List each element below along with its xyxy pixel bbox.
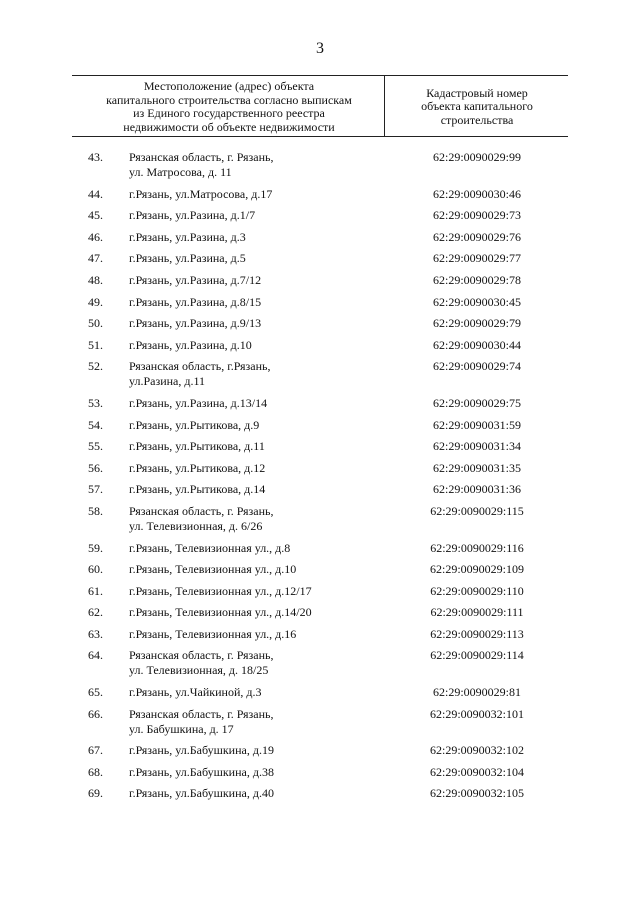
address-line: ул. Матросова, д. 11 xyxy=(129,165,232,179)
row-address xyxy=(129,150,379,180)
row-address xyxy=(129,187,379,202)
row-number: 53. xyxy=(88,395,103,410)
table-row xyxy=(0,208,640,230)
address-line: ул. Бабушкина, д. 17 xyxy=(129,721,234,736)
cadastral-header-line: строительства xyxy=(440,112,514,127)
row-address xyxy=(129,707,379,737)
cadastral-header-line: Кадастровый номер xyxy=(426,85,528,100)
row-address xyxy=(129,482,379,497)
row-cadastral-number: 62:29:0090031:36 xyxy=(432,482,521,497)
address-header-line: из Единого государственного реестра xyxy=(133,106,325,120)
table-row xyxy=(0,461,640,483)
row-number: 67. xyxy=(88,743,103,758)
row-number: 64. xyxy=(88,648,103,663)
table-row xyxy=(0,439,640,461)
address-line: г.Рязань, ул.Разина, д.7/12 xyxy=(129,272,262,287)
row-cadastral-number: 62:29:0090029:111 xyxy=(430,605,524,620)
table-row xyxy=(0,627,640,649)
address-line: г.Рязань, ул.Разина, д.1/7 xyxy=(129,208,256,223)
row-address xyxy=(129,743,379,758)
address-line: г.Рязань, ул.Рытикова, д.14 xyxy=(129,482,266,497)
row-number: 58. xyxy=(88,503,103,518)
row-cadastral-number: 62:29:0090030:46 xyxy=(432,186,521,201)
row-address xyxy=(129,418,379,433)
row-number: 44. xyxy=(88,186,103,201)
row-number: 63. xyxy=(88,626,103,641)
table-row xyxy=(0,338,640,360)
address-line: ул. Телевизионная, д. 6/26 xyxy=(129,518,263,533)
row-number: 50. xyxy=(88,316,103,331)
address-line: г.Рязань, ул.Бабушкина, д.19 xyxy=(129,743,274,758)
row-address xyxy=(129,251,379,266)
row-cadastral-number: 62:29:0090029:79 xyxy=(432,316,521,331)
row-number: 55. xyxy=(88,439,103,454)
row-cadastral-number: 62:29:0090029:110 xyxy=(430,583,524,598)
address-line: Рязанская область, г. Рязань, xyxy=(129,648,274,663)
row-address xyxy=(129,230,379,245)
row-number: 46. xyxy=(88,229,103,244)
row-cadastral-number: 62:29:0090029:99 xyxy=(432,150,521,164)
address-line: ул.Разина, д.11 xyxy=(129,374,206,389)
table-row xyxy=(0,707,640,744)
row-number: 45. xyxy=(88,208,103,223)
table-row xyxy=(0,295,640,317)
row-address xyxy=(129,439,379,454)
row-number: 59. xyxy=(88,540,103,555)
address-line: ул. Телевизионная, д. 18/25 xyxy=(129,663,269,678)
row-address xyxy=(129,765,379,780)
row-cadastral-number: 62:29:0090032:104 xyxy=(429,764,524,779)
row-address xyxy=(129,273,379,288)
table-row xyxy=(0,562,640,584)
row-address xyxy=(129,541,379,556)
row-number: 54. xyxy=(88,417,103,432)
table-row xyxy=(0,541,640,563)
row-number: 47. xyxy=(88,251,103,266)
row-number: 68. xyxy=(88,764,103,779)
table-row xyxy=(0,251,640,273)
row-cadastral-number: 62:29:0090029:116 xyxy=(430,540,524,555)
table-row xyxy=(0,230,640,252)
table-row xyxy=(0,504,640,541)
row-cadastral-number: 62:29:0090029:114 xyxy=(430,648,524,663)
table-body xyxy=(0,150,640,808)
table-row xyxy=(0,584,640,606)
address-header-line: недвижимости об объекте недвижимости xyxy=(123,119,335,134)
row-cadastral-number: 62:29:0090030:45 xyxy=(432,294,521,309)
row-address xyxy=(129,208,379,223)
address-line: Рязанская область, г. Рязань, xyxy=(129,503,274,518)
page-number: 3 xyxy=(316,40,324,57)
row-number: 52. xyxy=(88,359,103,374)
table-header-top-rule xyxy=(72,75,568,76)
address-line: Рязанская область, г. Рязань, xyxy=(129,706,274,721)
row-address xyxy=(129,504,379,534)
row-address xyxy=(129,461,379,476)
address-line: г.Рязань, Телевизионная ул., д.10 xyxy=(129,562,297,577)
row-address xyxy=(129,648,379,678)
row-cadastral-number: 62:29:0090029:109 xyxy=(429,562,524,577)
row-number: 62. xyxy=(88,605,103,620)
address-line: г.Рязань, ул.Бабушкина, д.40 xyxy=(129,786,274,801)
row-address xyxy=(129,359,379,389)
table-row xyxy=(0,359,640,396)
table-row xyxy=(0,765,640,787)
row-address xyxy=(129,562,379,577)
address-line: г.Рязань, Телевизионная ул., д.16 xyxy=(129,626,297,641)
address-line: г.Рязань, ул.Рытикова, д.9 xyxy=(129,417,260,432)
row-cadastral-number: 62:29:0090031:34 xyxy=(432,439,521,454)
row-address xyxy=(129,786,379,801)
row-address xyxy=(129,584,379,599)
address-line: г.Рязань, ул.Рытикова, д.12 xyxy=(129,460,266,475)
address-header-line: капитального строительства согласно выпискам xyxy=(106,92,352,107)
cadastral-header-line: объекта капитального xyxy=(421,99,533,114)
row-number: 49. xyxy=(88,294,103,309)
row-cadastral-number: 62:29:0090031:35 xyxy=(432,460,521,475)
table-row xyxy=(0,685,640,707)
address-line: г.Рязань, ул.Разина, д.10 xyxy=(129,337,252,352)
row-cadastral-number: 62:29:0090029:78 xyxy=(432,272,521,287)
row-cadastral-number: 62:29:0090029:75 xyxy=(432,395,521,410)
row-address xyxy=(129,295,379,310)
address-line: г.Рязань, ул.Рытикова, д.11 xyxy=(129,439,265,454)
row-cadastral-number: 62:29:0090032:102 xyxy=(429,743,524,758)
row-number: 51. xyxy=(88,337,103,352)
table-row xyxy=(0,150,640,187)
row-address xyxy=(129,396,379,411)
address-line: г.Рязань, Телевизионная ул., д.14/20 xyxy=(129,605,312,620)
row-cadastral-number: 62:29:0090029:81 xyxy=(432,685,521,700)
row-cadastral-number: 62:29:0090029:77 xyxy=(432,251,521,266)
address-line: Рязанская область, г.Рязань, xyxy=(129,359,271,374)
row-cadastral-number: 62:29:0090031:59 xyxy=(432,417,521,432)
address-line: г.Рязань, ул.Разина, д.8/15 xyxy=(129,294,262,309)
row-address xyxy=(129,627,379,642)
address-line: г.Рязань, Телевизионная ул., д.8 xyxy=(129,540,291,555)
address-line: г.Рязань, Телевизионная ул., д.12/17 xyxy=(129,583,312,598)
row-address xyxy=(129,605,379,620)
row-number: 43. xyxy=(88,150,103,164)
row-number: 69. xyxy=(88,786,103,801)
row-cadastral-number: 62:29:0090029:73 xyxy=(432,208,521,223)
row-cadastral-number: 62:29:0090032:101 xyxy=(429,706,524,721)
table-row xyxy=(0,418,640,440)
address-line: г.Рязань, ул.Разина, д.5 xyxy=(129,251,246,266)
row-number: 61. xyxy=(88,583,103,598)
table-row xyxy=(0,743,640,765)
row-number: 57. xyxy=(88,482,103,497)
address-line: г.Рязань, ул.Разина, д.3 xyxy=(129,229,246,244)
table-header-bottom-rule xyxy=(72,136,568,137)
table-row xyxy=(0,648,640,685)
row-number: 66. xyxy=(88,706,103,721)
row-cadastral-number: 62:29:0090029:113 xyxy=(430,626,524,641)
address-line: г.Рязань, ул.Разина, д.13/14 xyxy=(129,395,268,410)
row-address xyxy=(129,316,379,331)
row-cadastral-number: 62:29:0090029:76 xyxy=(432,229,521,244)
address-line: г.Рязань, ул.Матросова, д.17 xyxy=(129,186,273,201)
row-address xyxy=(129,685,379,700)
row-cadastral-number: 62:29:0090029:74 xyxy=(432,359,521,374)
address-line: г.Рязань, ул.Бабушкина, д.38 xyxy=(129,764,274,779)
table-header-divider xyxy=(384,75,385,136)
row-number: 65. xyxy=(88,685,103,700)
table-row xyxy=(0,482,640,504)
row-cadastral-number: 62:29:0090029:115 xyxy=(430,503,524,518)
table-row xyxy=(0,786,640,808)
table-row xyxy=(0,187,640,209)
address-line: г.Рязань, ул.Разина, д.9/13 xyxy=(129,316,262,331)
address-line: г.Рязань, ул.Чайкиной, д.3 xyxy=(129,685,262,700)
row-cadastral-number: 62:29:0090030:44 xyxy=(432,337,521,352)
table-row xyxy=(0,273,640,295)
row-number: 56. xyxy=(88,460,103,475)
address-line: Рязанская область, г. Рязань, xyxy=(129,150,274,164)
table-row xyxy=(0,605,640,627)
row-number: 60. xyxy=(88,562,103,577)
row-address xyxy=(129,338,379,353)
address-header-line: Местоположение (адрес) объекта xyxy=(143,79,315,93)
row-number: 48. xyxy=(88,272,103,287)
address-column-header xyxy=(80,79,378,135)
cadastral-column-header xyxy=(392,79,562,135)
table-row xyxy=(0,316,640,338)
table-row xyxy=(0,396,640,418)
row-cadastral-number: 62:29:0090032:105 xyxy=(429,786,524,801)
